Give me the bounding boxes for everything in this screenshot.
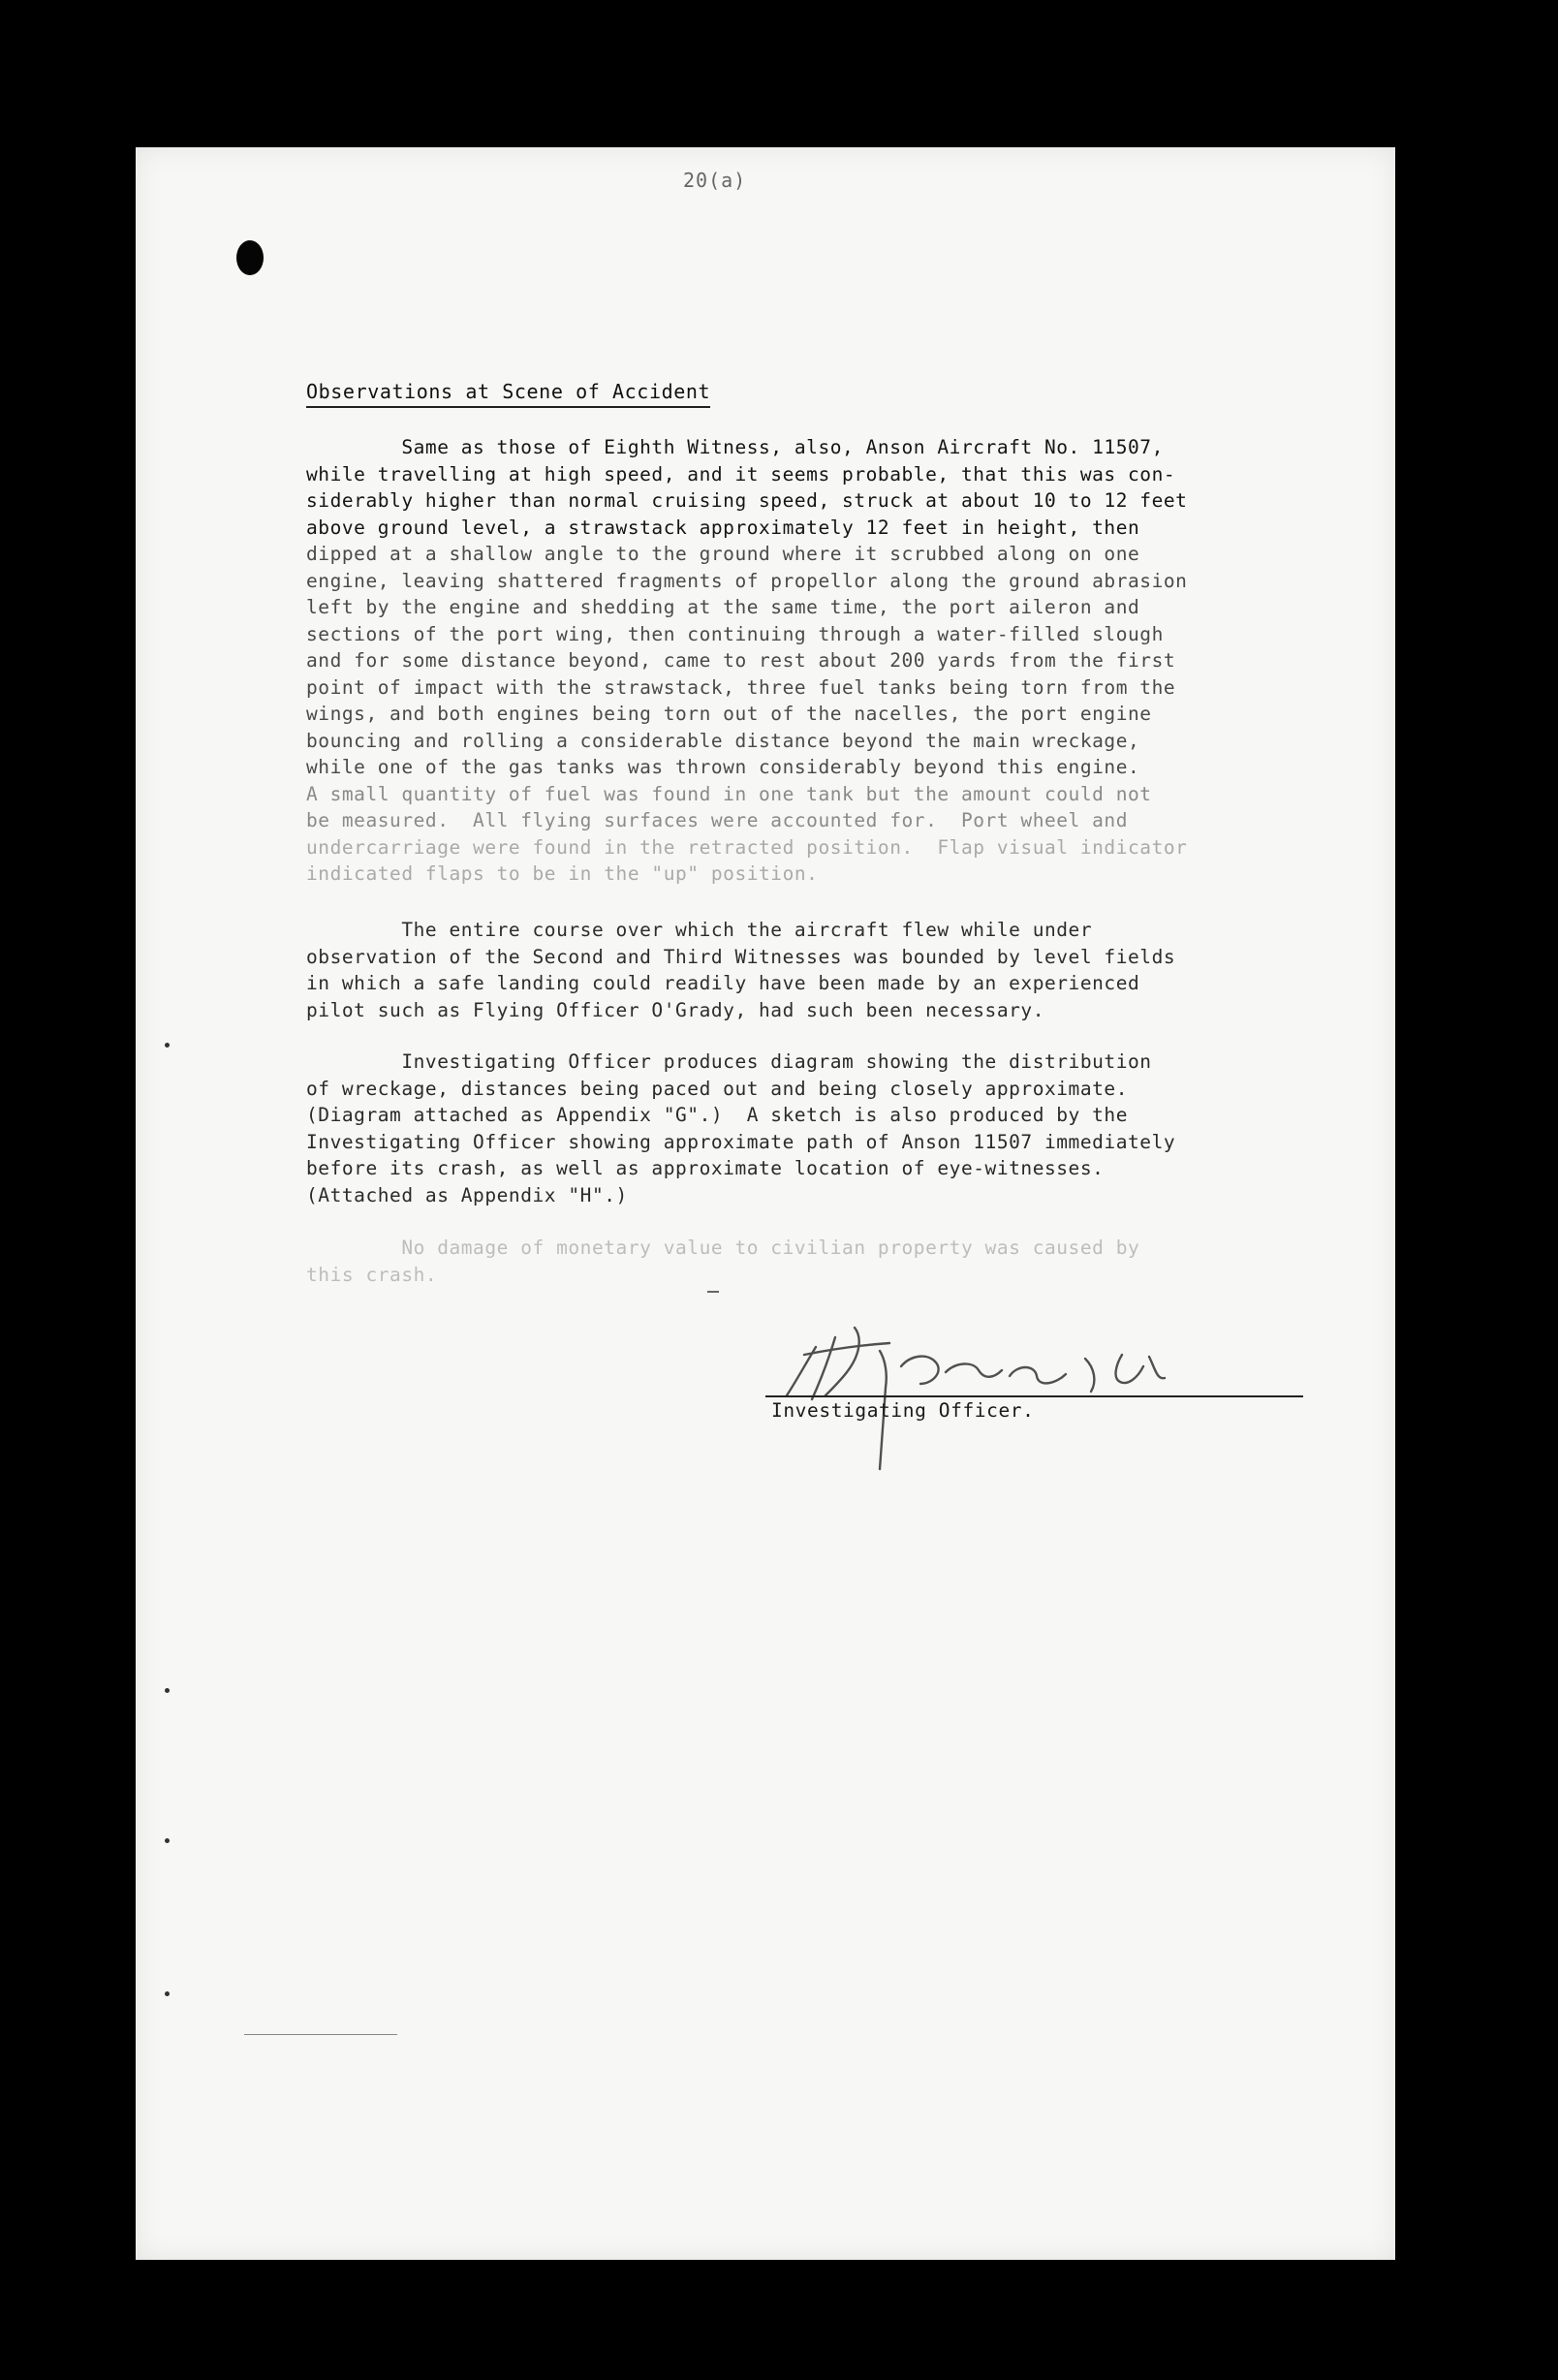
text-line: wings, and both engines being torn out of the nacelles, the port engine [306,703,1152,725]
text-line: and for some distance beyond, came to rest about 200 yards from the first [306,649,1176,672]
punch-hole [236,240,264,275]
text-line: indicated flaps to be in the "up" position. [306,862,819,885]
text-line: while travelling at high speed, and it seems probable, that this was con- [306,462,1176,485]
text-line: undercarriage were found in the retracted position. Flap visual indicator [306,835,1188,859]
paragraph-property-damage [306,1235,1294,1288]
text-line: before its crash, as well as approximate location of eye-witnesses. [306,1157,1105,1179]
section-heading: Observations at Scene of Accident [306,380,710,408]
handwritten-signature [765,1299,1211,1473]
text-line: (Diagram attached as Appendix "G".) A sketch is also produced by the [306,1104,1129,1126]
stray-mark [707,1291,719,1293]
text-line: dipped at a shallow angle to the ground where it scrubbed along on one [306,543,1140,565]
text-line: sections of the port wing, then continuing through a water-filled slough [306,622,1164,645]
text-line: siderably higher than normal cruising speed, struck at about 10 to 12 feet [306,489,1188,512]
text-line: of wreckage, distances being paced out and being closely approximate. [306,1077,1129,1100]
paragraph-flight-course [306,917,1294,1023]
text-line: A small quantity of fuel was found in one tank but the amount could not [306,782,1152,805]
text-line: point of impact with the strawstack, three fuel tanks being torn from the [306,675,1176,699]
margin-line [244,2034,397,2035]
text-line: be measured. All flying surfaces were accounted for. Port wheel and [306,809,1129,831]
text-line: observation of the Second and Third Witnesses was bounded by level fields [306,945,1176,968]
text-line: left by the engine and shedding at the same time, the port aileron and [306,596,1140,618]
paragraph-diagram-appendices [306,1049,1294,1208]
margin-dot [165,1991,170,1996]
text-line: this crash. [306,1263,438,1286]
text-line: bouncing and rolling a considerable distance beyond the main wreckage, [306,729,1140,752]
text-line: Same as those of Eighth Witness, also, Anson Aircraft No. 11507, [306,436,1164,458]
text-line: pilot such as Flying Officer O'Grady, had such been necessary. [306,998,1044,1021]
margin-dot [165,1043,170,1048]
paragraph-wreckage-observations [306,434,1294,888]
text-line: in which a safe landing could readily have been made by an experienced [306,972,1140,994]
text-line: while one of the gas tanks was thrown considerably beyond this engine. [306,756,1140,778]
text-line: (Attached as Appendix "H".) [306,1183,628,1206]
margin-dot [165,1688,170,1693]
signature-line [765,1395,1303,1397]
text-line: No damage of monetary value to civilian property was caused by [306,1237,1140,1259]
page-number: 20(a) [683,169,747,192]
text-line: above ground level, a strawstack approximately 12 feet in height, then [306,516,1140,539]
text-line: Investigating Officer produces diagram showing the distribution [306,1050,1152,1073]
signature-label: Investigating Officer. [771,1399,1035,1422]
text-line: Investigating Officer showing approximate path of Anson 11507 immediately [306,1130,1176,1153]
text-line: engine, leaving shattered fragments of propellor along the ground abrasion [306,569,1188,592]
margin-dot [165,1838,170,1843]
text-line: The entire course over which the aircraft flew while under [306,919,1093,941]
